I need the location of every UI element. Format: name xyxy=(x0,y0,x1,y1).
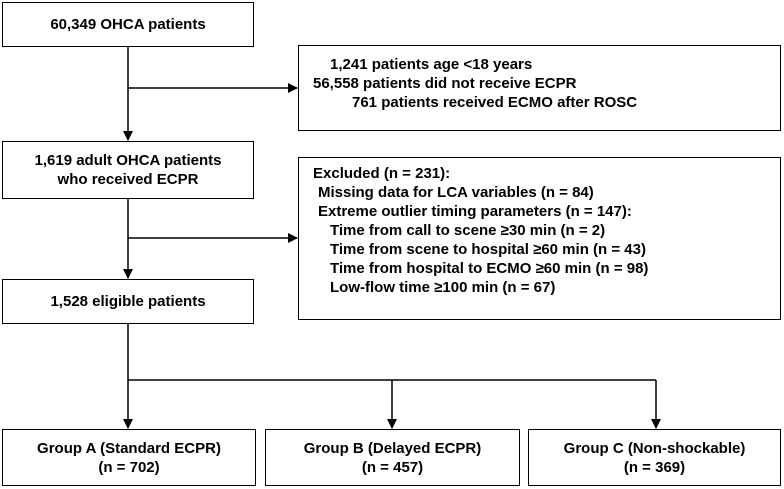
received-ecpr-line-2: who received ECPR xyxy=(57,171,199,188)
received-ecpr-box xyxy=(2,141,254,199)
group-a-count: (n = 702) xyxy=(98,458,160,476)
group-c-box xyxy=(528,429,781,486)
received-ecpr-line-1: 1,619 adult OHCA patients xyxy=(34,152,222,169)
excluded-outlier-timing: Extreme outlier timing parameters (n = 147): xyxy=(318,203,632,220)
exclusion-ecmo-after-rosc: 761 patients received ECMO after ROSC xyxy=(352,94,638,111)
excluded-header: Excluded (n = 231): xyxy=(313,165,451,182)
total-patients-label: 60,349 OHCA patients xyxy=(50,16,206,33)
group-b-count: (n = 457) xyxy=(361,458,424,476)
total-patients-box xyxy=(2,2,254,47)
exclusion-age: 1,241 patients age <18 years xyxy=(330,56,533,73)
group-b-box xyxy=(265,429,520,486)
excluded-hospital-to-ecmo: Time from hospital to ECMO ≥60 min (n = 98) xyxy=(330,260,649,277)
group-a-name: Group A (Standard ECPR) xyxy=(37,439,221,457)
excluded-low-flow: Low-flow time ≥100 min (n = 67) xyxy=(330,279,556,296)
excluded-call-to-scene: Time from call to scene ≥30 min (n = 2) xyxy=(330,222,606,239)
excluded-missing-data: Missing data for LCA variables (n = 84) xyxy=(318,184,594,201)
exclusion-box-2 xyxy=(298,157,781,320)
group-b-name: Group B (Delayed ECPR) xyxy=(303,439,482,457)
group-a-box xyxy=(2,429,256,486)
exclusion-no-ecpr: 56,558 patients did not receive ECPR xyxy=(313,75,577,92)
eligible-patients-label: 1,528 eligible patients xyxy=(50,293,206,310)
group-c-name: Group C (Non-shockable) xyxy=(563,439,746,457)
exclusion-box-1 xyxy=(298,45,781,131)
group-c-count: (n = 369) xyxy=(623,458,686,476)
eligible-patients-box xyxy=(2,279,254,324)
excluded-scene-to-hospital: Time from scene to hospital ≥60 min (n = 43) xyxy=(330,241,646,258)
